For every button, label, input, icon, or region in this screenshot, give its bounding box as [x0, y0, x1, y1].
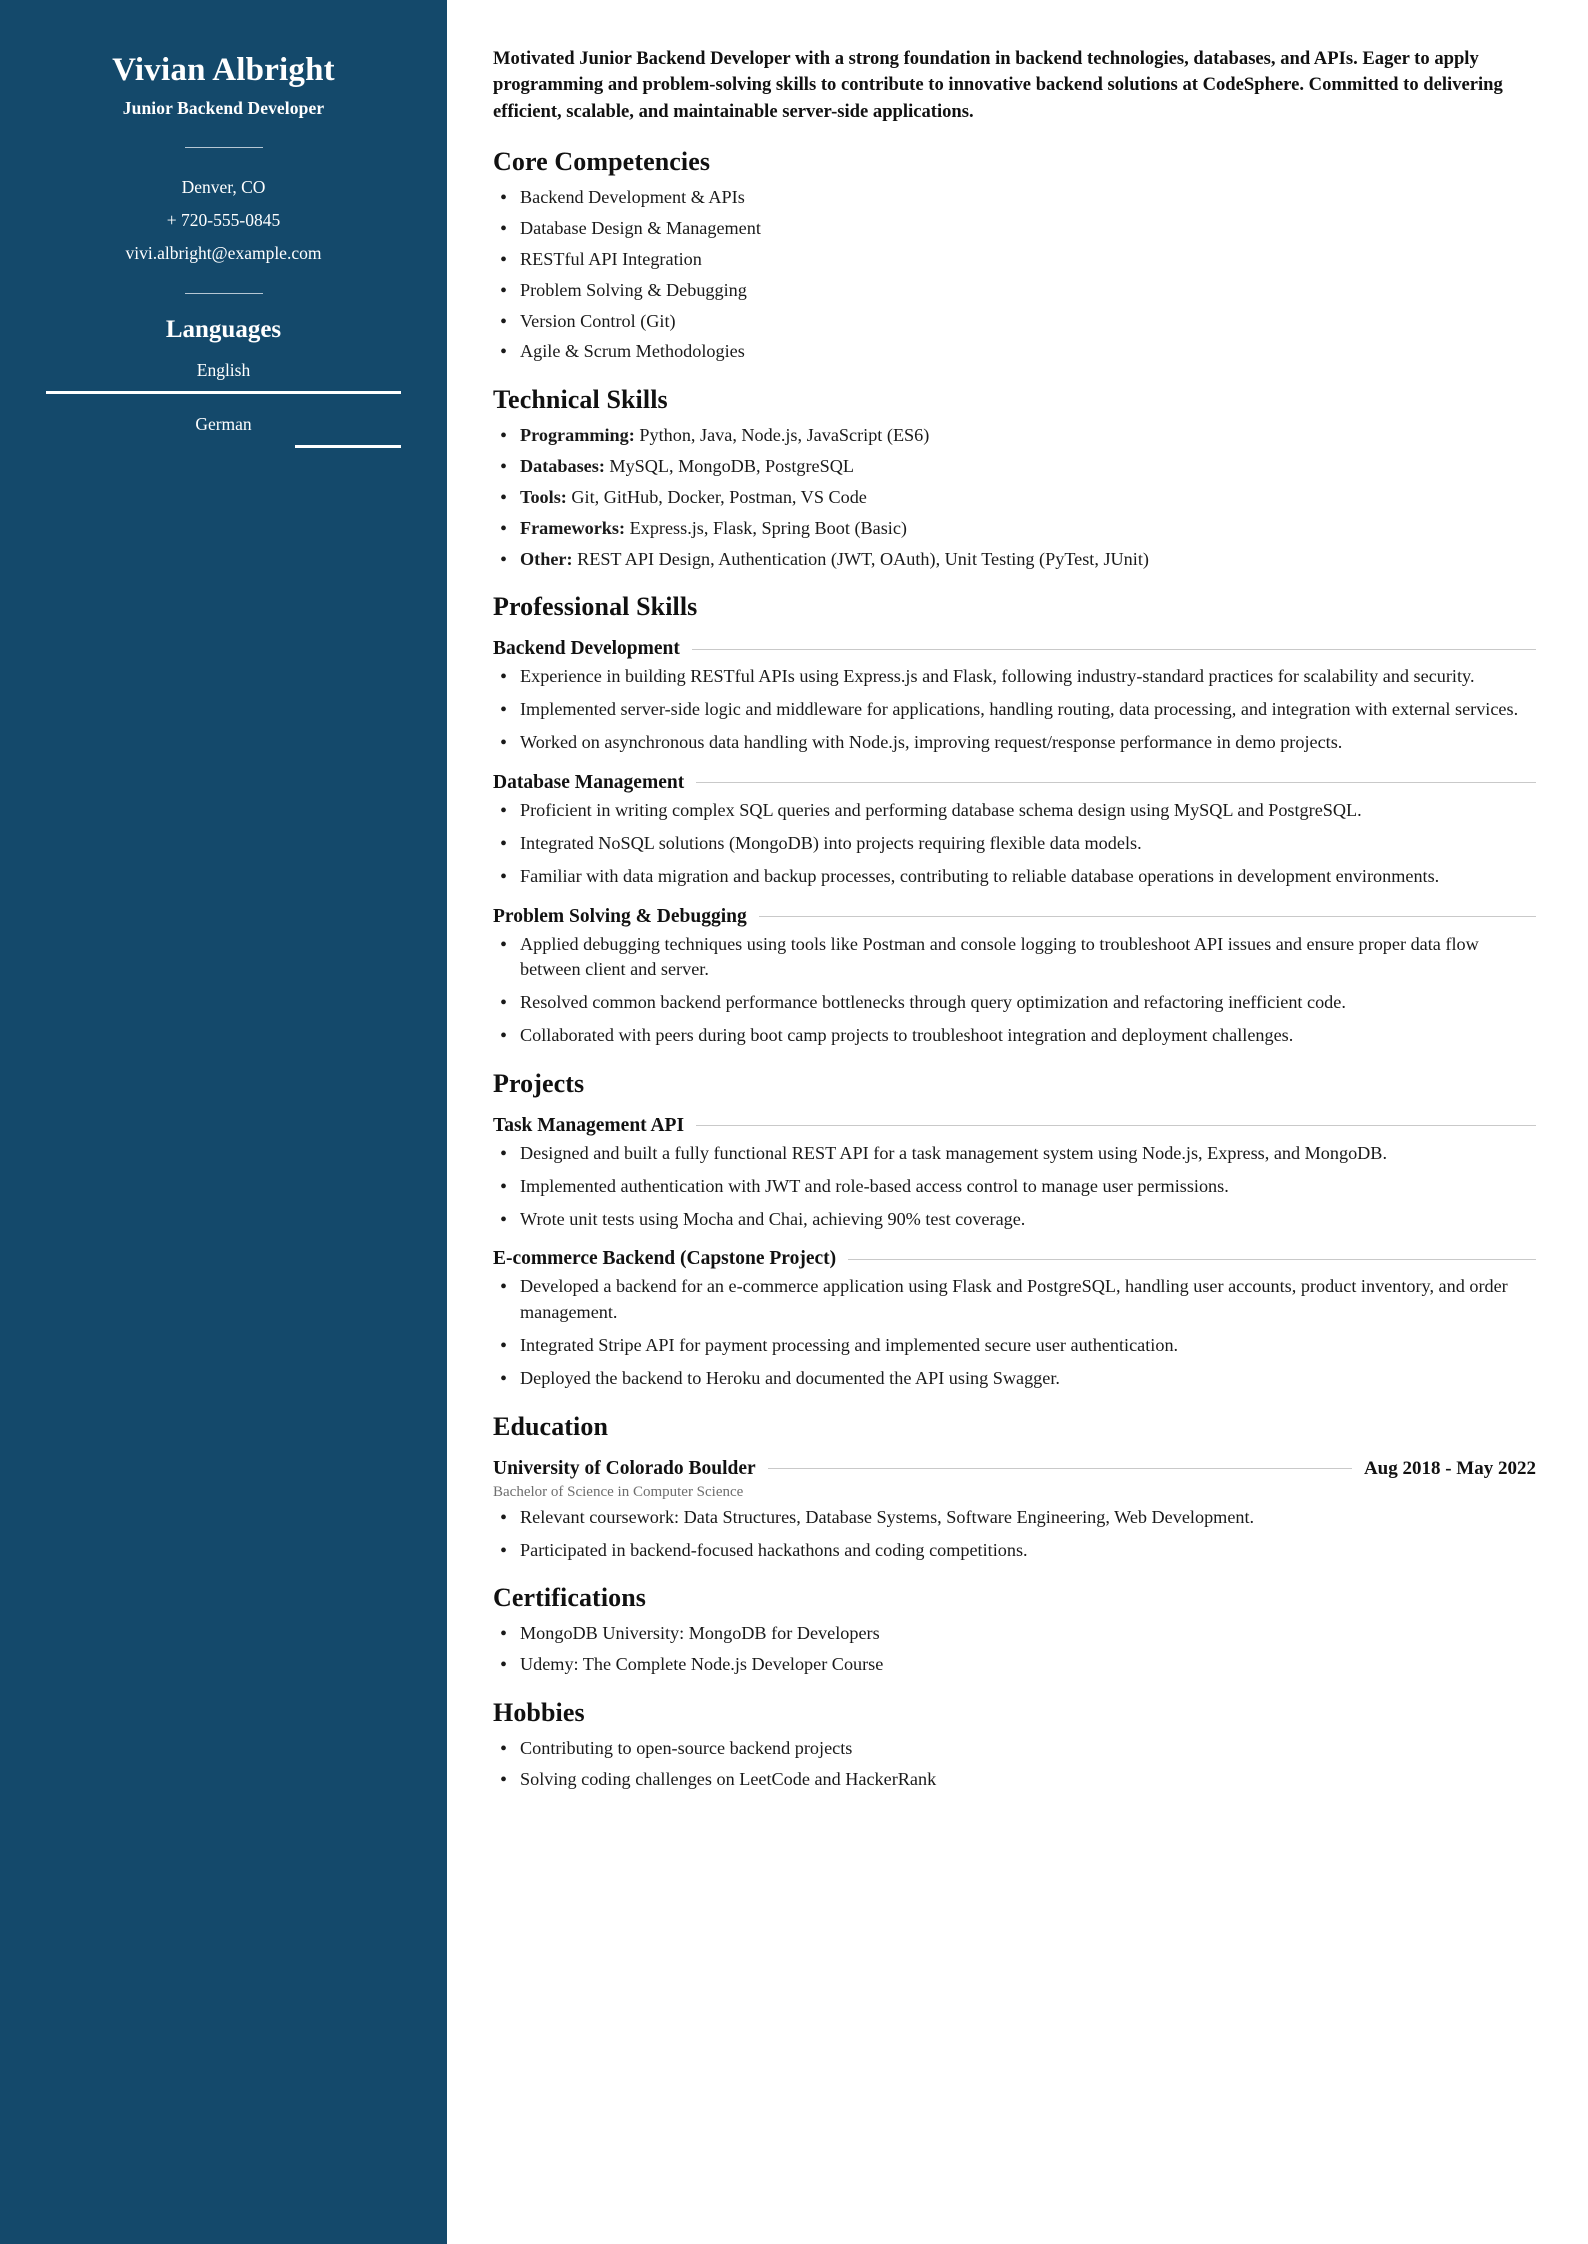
skill-value: Python, Java, Node.js, JavaScript (ES6): [634, 425, 930, 446]
section-heading-technical-skills: Technical Skills: [493, 385, 668, 415]
rule: [848, 1259, 1536, 1260]
section-heading-certifications: Certifications: [493, 1583, 647, 1613]
list-item: • Integrated NoSQL solutions (MongoDB) into projects requiring flexible data models.: [493, 831, 1536, 857]
sidebar: [0, 0, 447, 2244]
section-heading-professional-skills: Professional Skills: [493, 592, 698, 622]
list-item: [493, 485, 1536, 511]
subsection-title: Backend Development: [493, 638, 680, 660]
skill-value: REST API Design, Authentication (JWT, OAuth), Unit Testing (PyTest, JUnit): [572, 548, 1149, 569]
list-item: • Agile & Scrum Methodologies: [493, 339, 1536, 365]
list-item: • MongoDB University: MongoDB for Developers: [493, 1621, 1536, 1647]
subsection-title: Database Management: [493, 771, 685, 793]
section-heading-projects: Projects: [493, 1068, 585, 1098]
rule: [696, 782, 1536, 783]
list-item: [493, 423, 1536, 449]
list-item: • Problem Solving & Debugging: [493, 278, 1536, 304]
languages-heading: Languages: [165, 316, 282, 344]
language-level-bar: [46, 391, 401, 394]
subsection-heading: [493, 906, 1536, 928]
project-title: Task Management API: [493, 1114, 685, 1136]
list-item: • Familiar with data migration and backup processes, contributing to reliable database operations in development environments.: [493, 864, 1536, 890]
rule: [692, 649, 1536, 650]
professional-skills-list: [493, 798, 1536, 890]
certifications-list: [493, 1621, 1536, 1678]
list-item: • Deployed the backend to Heroku and documented the API using Swagger.: [493, 1366, 1536, 1392]
subsection-heading: [493, 638, 1536, 660]
education-dates: Aug 2018 - May 2022: [1363, 1457, 1536, 1479]
section-heading-hobbies: Hobbies: [493, 1698, 585, 1728]
core-competencies-list: [493, 185, 1536, 365]
skill-value: Express.js, Flask, Spring Boot (Basic): [625, 517, 907, 538]
subsection-title: Problem Solving & Debugging: [493, 905, 747, 927]
skill-label: Other:: [520, 548, 573, 569]
section-heading-education: Education: [493, 1411, 609, 1441]
subsection-heading: [493, 1115, 1536, 1137]
list-item: • Developed a backend for an e-commerce application using Flask and PostgreSQL, handling user accounts, product inventory, and order management.: [493, 1274, 1536, 1326]
list-item: • Resolved common backend performance bottlenecks through query optimization and refactoring inefficient code.: [493, 990, 1536, 1016]
list-item: • Integrated Stripe API for payment processing and implemented secure user authentication.: [493, 1333, 1536, 1359]
language-item: [46, 408, 401, 448]
list-item: • Designed and built a fully functional REST API for a task management system using Node.js, Express, and MongoDB.: [493, 1141, 1536, 1167]
list-item: [493, 454, 1536, 480]
subsection-heading: [493, 1248, 1536, 1270]
rule: [768, 1468, 1352, 1469]
list-item: • Experience in building RESTful APIs using Express.js and Flask, following industry-standard practices for scalability and security.: [493, 664, 1536, 690]
degree-title: Bachelor of Science in Computer Science: [493, 1483, 744, 1500]
skill-label: Frameworks:: [520, 517, 626, 538]
list-item: • Applied debugging techniques using tools like Postman and console logging to troubleshoot API issues and ensure proper data flow between client and server.: [493, 932, 1536, 984]
technical-skills-list: [493, 423, 1536, 572]
list-item: • RESTful API Integration: [493, 247, 1536, 273]
skill-value: MySQL, MongoDB, PostgreSQL: [604, 456, 854, 477]
list-item: [493, 547, 1536, 573]
skill-label: Databases:: [520, 456, 605, 477]
hobbies-list: [493, 1736, 1536, 1793]
professional-skills-list: [493, 664, 1536, 756]
rule: [759, 916, 1536, 917]
professional-summary: Motivated Junior Backend Developer with a strong foundation in backend technologies, databases, and APIs. Eager to apply programming and problem-solving skills to contribute to innovative backend solutions at CodeSphere. Committed to delivering efficient, scalable, and maintainable server-side applications.: [493, 48, 1503, 122]
list-item: • Proficient in writing complex SQL queries and performing database schema design using MySQL and PostgreSQL.: [493, 798, 1536, 824]
candidate-role: Junior Backend Developer: [122, 97, 325, 118]
education-list: [493, 1505, 1536, 1564]
subsection-heading: [493, 772, 1536, 794]
list-item: • Backend Development & APIs: [493, 185, 1536, 211]
list-item: • Relevant coursework: Data Structures, Database Systems, Software Engineering, Web Development.: [493, 1505, 1536, 1531]
language-item: [46, 354, 401, 394]
list-item: • Wrote unit tests using Mocha and Chai, achieving 90% test coverage.: [493, 1207, 1536, 1233]
list-item: • Implemented authentication with JWT and role-based access control to manage user permissions.: [493, 1174, 1536, 1200]
project-list: [493, 1274, 1536, 1391]
divider: [185, 147, 263, 148]
section-heading-core-competencies: Core Competencies: [493, 147, 711, 177]
language-name: English: [196, 360, 251, 381]
project-title: E-commerce Backend (Capstone Project): [493, 1248, 837, 1270]
list-item: • Collaborated with peers during boot camp projects to troubleshoot integration and deployment challenges.: [493, 1023, 1536, 1049]
school-name: University of Colorado Boulder: [493, 1457, 756, 1479]
list-item: • Database Design & Management: [493, 216, 1536, 242]
divider: [185, 293, 263, 294]
list-item: • Udemy: The Complete Node.js Developer Course: [493, 1652, 1536, 1678]
main-content: [447, 0, 1588, 2244]
list-item: [493, 516, 1536, 542]
list-item: • Contributing to open-source backend projects: [493, 1736, 1536, 1762]
contact-email[interactable]: vivi.albright@example.com: [125, 243, 322, 264]
list-item: • Solving coding challenges on LeetCode and HackerRank: [493, 1767, 1536, 1793]
skill-value: Git, GitHub, Docker, Postman, VS Code: [566, 486, 867, 507]
rule: [696, 1125, 1536, 1126]
contact-phone: + 720-555-0845: [166, 210, 281, 231]
education-entry-header: [493, 1458, 1536, 1480]
list-item: • Version Control (Git): [493, 309, 1536, 335]
professional-skills-list: [493, 932, 1536, 1049]
skill-label: Tools:: [520, 486, 567, 507]
skill-label: Programming:: [520, 425, 635, 446]
language-level-bar: [46, 445, 401, 448]
project-list: [493, 1141, 1536, 1233]
contact-location: Denver, CO: [181, 176, 266, 197]
list-item: • Implemented server-side logic and middleware for applications, handling routing, data processing, and integration with external services.: [493, 697, 1536, 723]
list-item: • Participated in backend-focused hackathons and coding competitions.: [493, 1538, 1536, 1564]
language-name: German: [195, 414, 252, 435]
candidate-name: Vivian Albright: [112, 52, 335, 88]
list-item: • Worked on asynchronous data handling with Node.js, improving request/response performance in demo projects.: [493, 730, 1536, 756]
